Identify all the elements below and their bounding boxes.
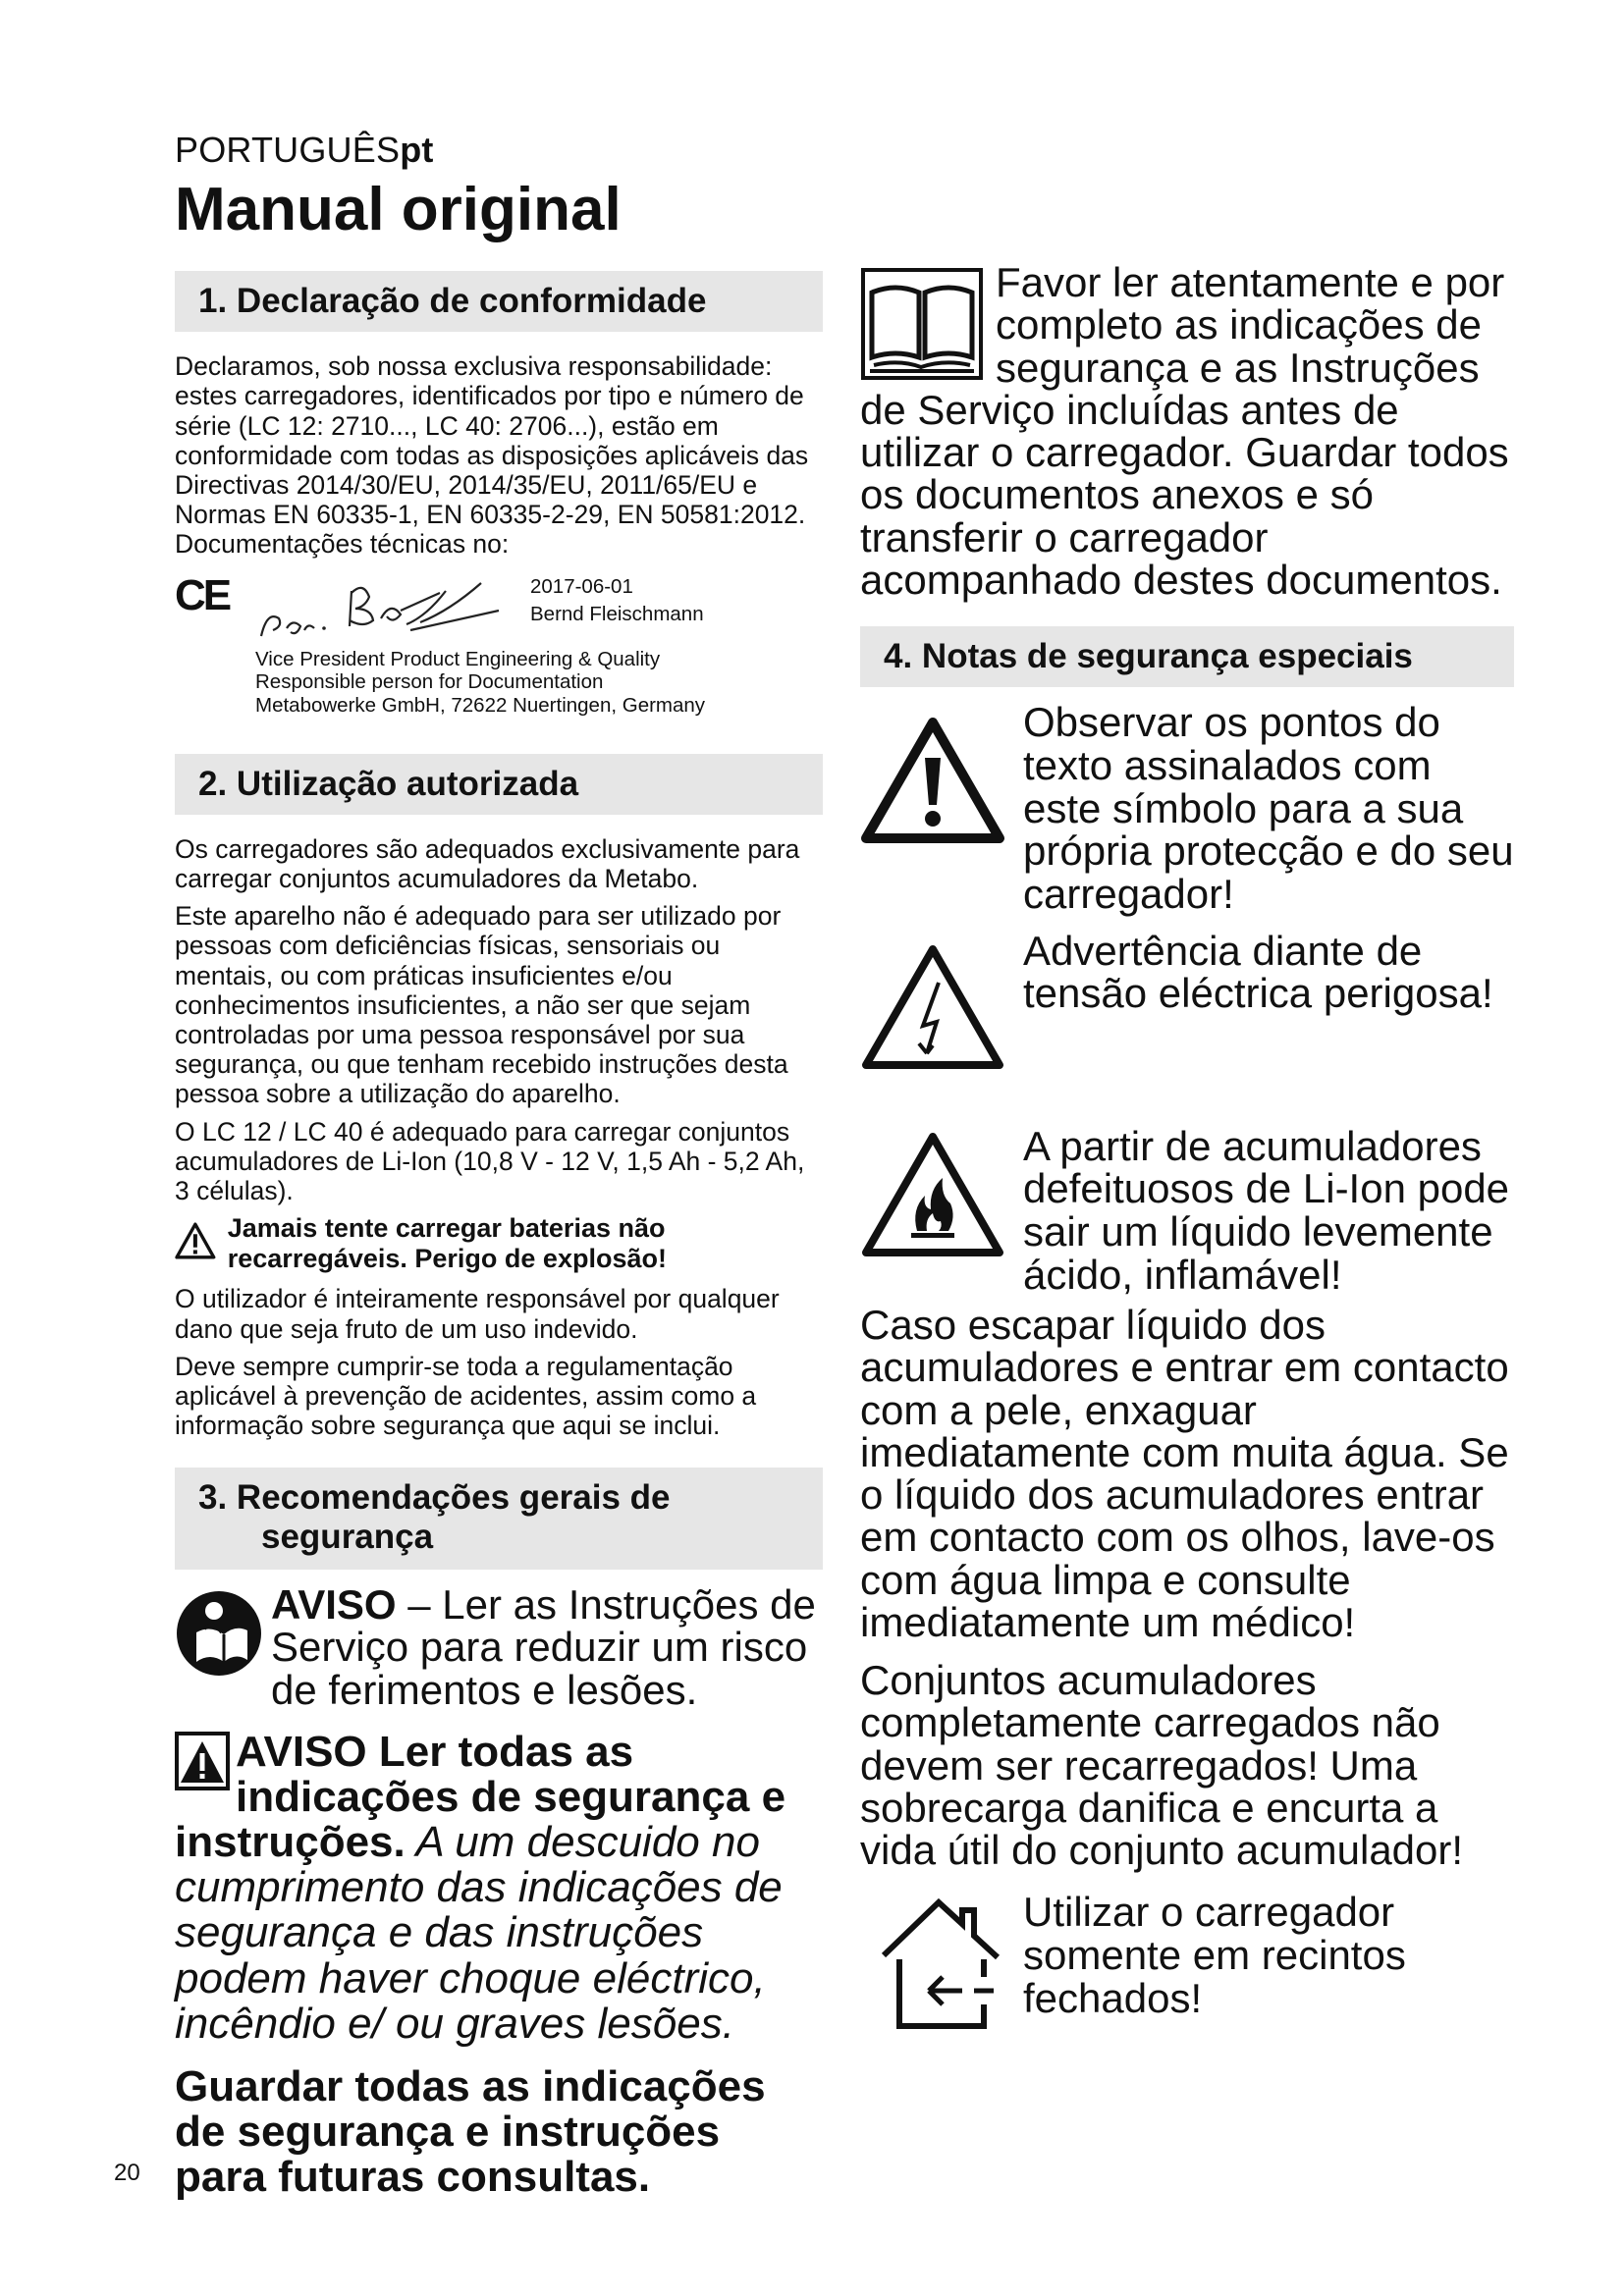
signature-name: Bernd Fleischmann	[530, 603, 704, 626]
explosion-warning	[175, 1213, 823, 1274]
signer-details	[255, 648, 705, 718]
section3-heading-line2: segurança	[261, 1517, 434, 1556]
right-column	[860, 261, 1514, 2037]
aviso2-bold: AVISO Ler todas as indicações de segurança e instruções.	[175, 1727, 786, 1867]
section2-p5: Deve sempre cumprir-se toda a regulamentação aplicável à prevenção de acidentes, assim como a informação sobre segurança que aqui se inclui.	[175, 1351, 757, 1441]
warning-box-icon	[175, 1732, 230, 1790]
read-manual-icon	[175, 1589, 263, 1678]
section2-p2: Este aparelho não é adequado para ser utilizado por pessoas com deficiências físicas, sensoriais ou mentais, ou com práticas insuficientes e/ou conhecimentos insuficientes, a não ser que sejam controladas por uma pessoa responsável por sua segurança, ou que tenham recebido instruções desta pessoa sobre a utilização do aparelho.	[175, 901, 788, 1109]
symbol1-text: Observar os pontos do texto assinalados com este símbolo para a sua própria protecção e do seu carregador!	[1023, 699, 1514, 917]
section2-p4: O utilizador é inteiramente responsável por qualquer dano que seja fruto de um uso indevido.	[175, 1284, 780, 1344]
section3-heading	[175, 1468, 823, 1569]
symbol4-text: Utilizar o carregador somente em recintos fechados!	[1023, 1889, 1406, 2021]
symbol-electric-warning	[860, 927, 1514, 1076]
symbol-flammable-warning	[860, 1122, 1514, 1298]
section4-p2: Conjuntos acumuladores completamente carregados não devem ser recarregados! Uma sobrecarga danifica e encurta a vida útil do conjunto acumulador!	[860, 1657, 1464, 1874]
section2-p1: Os carregadores são adequados exclusivamente para carregar conjuntos acumuladores da Metabo.	[175, 833, 800, 893]
page-title: Manual original	[175, 176, 622, 243]
signer-role1: Vice President Product Engineering & Quality	[255, 647, 661, 670]
aviso1-text	[271, 1580, 823, 1714]
language-label	[175, 130, 434, 171]
general-warning-icon	[860, 717, 1005, 844]
right-intro	[860, 261, 1514, 601]
keep-instructions: Guardar todas as indicações de segurança e instruções para futuras consultas.	[175, 2062, 766, 2202]
right-intro-text: Favor ler atentamente e por completo as indicações de segurança e as Instruções de Serviço incluídas antes de utilizar o carregador. Guardar todos os documentos anexos e só transferir o carregador acompanhado destes documentos.	[860, 259, 1509, 603]
language-name: PORTUGUÊS	[175, 130, 401, 170]
explosion-warning-text: Jamais tente carregar baterias não recarregáveis. Perigo de explosão!	[227, 1213, 667, 1274]
electric-hazard-icon	[860, 943, 1005, 1071]
ce-mark: CE	[175, 570, 230, 619]
signer-company: Metabowerke GmbH, 72622 Nuertingen, Germany	[255, 694, 706, 718]
symbol3-text: A partir de acumuladores defeituosos de Li-Ion pode sair um líquido levemente ácido, inflamável!	[1023, 1122, 1510, 1298]
signature-date: 2017-06-01	[530, 574, 633, 598]
symbol-indoor-use	[860, 1891, 1514, 2037]
aviso2-italic: A um descuido no cumprimento das indicações de segurança e das instruções podem haver choque eléctrico, incêndio e/ ou graves lesões.	[175, 1818, 783, 2048]
section2-p3: O LC 12 / LC 40 é adequado para carregar conjuntos acumuladores de Li-Ion (10,8 V - 12 V, 1,5 Ah - 5,2 Ah, 3 células).	[175, 1116, 805, 1206]
language-code: pt	[400, 130, 434, 170]
aviso-read-all	[175, 1727, 823, 2048]
section3-heading-line1: 3. Recomendações gerais de	[198, 1478, 671, 1518]
flammable-icon	[860, 1131, 1005, 1258]
aviso1-body: – Ler as Instruções de Serviço para reduzir um risco de ferimentos e lesões.	[271, 1580, 816, 1714]
section2-heading: 2. Utilização autorizada	[175, 754, 823, 815]
section4-heading: 4. Notas de segurança especiais	[860, 626, 1514, 687]
page-number: 20	[114, 2160, 140, 2186]
symbol2-text: Advertência diante de tensão eléctrica perigosa!	[1023, 927, 1493, 1017]
left-column	[175, 271, 823, 2201]
warning-triangle-icon	[175, 1213, 216, 1268]
section1-heading: 1. Declaração de conformidade	[175, 271, 823, 332]
signature-image	[253, 571, 518, 650]
section1-body: Declaramos, sob nossa exclusiva responsabilidade: estes carregadores, identificados por tipo e número de série (LC 12: 2710..., LC 40: 2706...), estão em conformidade com todas as disposições aplicáveis das Directivas 2014/30/EU, 2014/35/EU, 2011/65/EU e Normas EN 60335-1, EN 60335-2-29, EN 50581:2012. Documentações técnicas no:	[175, 351, 809, 560]
aviso1-label: AVISO	[271, 1580, 397, 1628]
signature-block	[175, 570, 823, 718]
symbol-general-warning	[860, 701, 1514, 915]
signer-role2: Responsible person for Documentation	[255, 670, 604, 694]
aviso-read-manual	[175, 1580, 823, 1714]
read-manual-book-icon	[860, 267, 984, 381]
indoor-use-icon	[878, 1895, 1005, 2032]
signature-meta	[530, 573, 704, 629]
section4-p1: Caso escapar líquido dos acumuladores e entrar em contacto com a pele, enxaguar imediatamente com muita água. Se o líquido dos acumuladores entrar em contacto com os olhos, lave-os com água limpa e consulte imediatamente um médico!	[860, 1302, 1509, 1645]
